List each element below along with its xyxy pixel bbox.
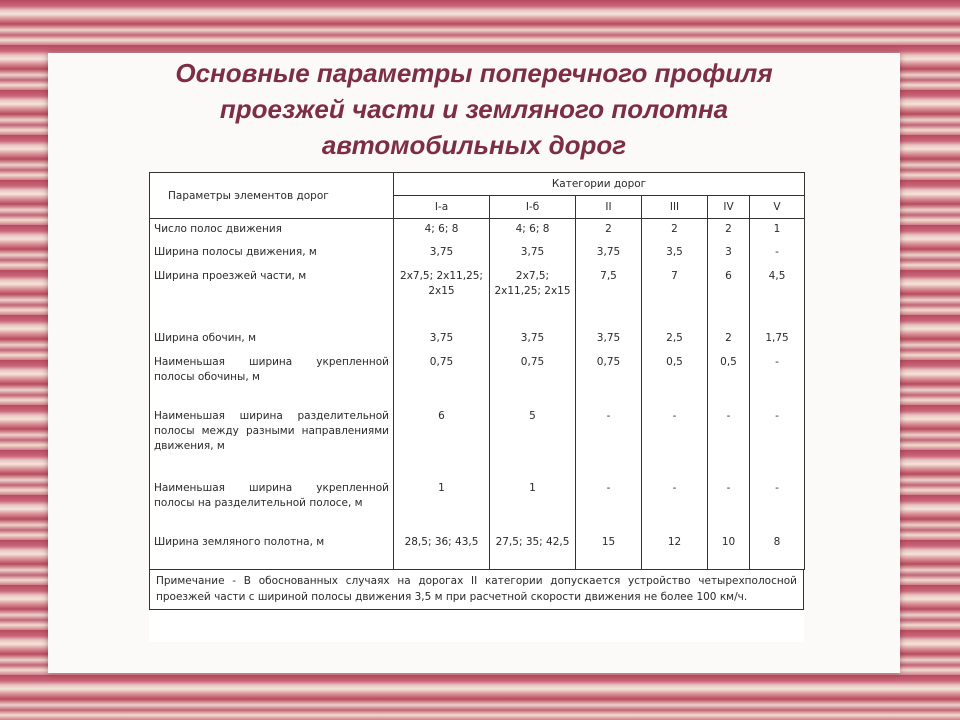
- categories-column-header: Категории дорог: [394, 173, 805, 196]
- row-label: Число полос движения: [150, 219, 394, 242]
- cell-value: 10: [708, 532, 750, 570]
- cell-value: 0,5: [708, 352, 750, 406]
- param-column-header: Параметры элементов дорог: [150, 173, 394, 219]
- cell-value: 7,5: [576, 266, 642, 328]
- cell-value: 2: [642, 219, 708, 242]
- row-label: Ширина обочин, м: [150, 328, 394, 352]
- cell-value: 4; 6; 8: [394, 219, 490, 242]
- row-label: Ширина проезжей части, м: [150, 266, 394, 328]
- cell-value: 3,75: [394, 328, 490, 352]
- table-note: Примечание - В обоснованных случаях на дорогах II категории допускается устройство четырехполосной проезжей части с шириной полосы движения 3,5 м при расчетной скорости движения не более 100 км/ч.: [149, 570, 804, 610]
- table-header-row: [150, 173, 805, 196]
- cell-value: 2: [708, 328, 750, 352]
- table-row: [150, 352, 805, 406]
- cell-value: 2: [708, 219, 750, 242]
- table-row: [150, 328, 805, 352]
- category-header: III: [642, 196, 708, 219]
- cell-value: 5: [490, 406, 576, 478]
- cell-value: 2: [576, 219, 642, 242]
- table-row: [150, 478, 805, 532]
- row-label: Ширина земляного полотна, м: [150, 532, 394, 570]
- cell-value: 0,75: [490, 352, 576, 406]
- cell-value: 27,5; 35; 42,5: [490, 532, 576, 570]
- title-line-3: автомобильных дорог: [321, 130, 627, 160]
- row-label: Наименьшая ширина укрепленной полосы обочины, м: [150, 352, 394, 406]
- cell-value: 3,75: [394, 242, 490, 266]
- table-row: [150, 406, 805, 478]
- cell-value: 12: [642, 532, 708, 570]
- cell-value: -: [642, 406, 708, 478]
- road-parameters-table: [149, 172, 805, 570]
- category-header: IV: [708, 196, 750, 219]
- slide-title: [48, 55, 900, 163]
- category-header: I-б: [490, 196, 576, 219]
- cell-value: 8: [750, 532, 805, 570]
- cell-value: 1: [490, 478, 576, 532]
- cell-value: -: [708, 406, 750, 478]
- cell-value: 4,5: [750, 266, 805, 328]
- table-row: [150, 242, 805, 266]
- row-label: Наименьшая ширина укрепленной полосы на разделительной полосе, м: [150, 478, 394, 532]
- cell-value: 1: [394, 478, 490, 532]
- title-line-2: проезжей части и земляного полотна: [219, 94, 729, 124]
- cell-value: -: [750, 352, 805, 406]
- cell-value: 6: [394, 406, 490, 478]
- row-label: Ширина полосы движения, м: [150, 242, 394, 266]
- cell-value: 0,75: [394, 352, 490, 406]
- cell-value: 1: [750, 219, 805, 242]
- cell-value: 2x7,5; 2x11,25; 2x15: [394, 266, 490, 328]
- cell-value: 2,5: [642, 328, 708, 352]
- road-parameters-table-panel: [149, 172, 804, 642]
- cell-value: 3,75: [576, 242, 642, 266]
- cell-value: 28,5; 36; 43,5: [394, 532, 490, 570]
- slide: [48, 53, 900, 673]
- cell-value: -: [642, 478, 708, 532]
- cell-value: 2x7,5; 2x11,25; 2x15: [490, 266, 576, 328]
- table-row: [150, 219, 805, 242]
- cell-value: -: [576, 406, 642, 478]
- cell-value: 15: [576, 532, 642, 570]
- table-row: [150, 266, 805, 328]
- category-header: V: [750, 196, 805, 219]
- cell-value: 3,75: [490, 242, 576, 266]
- cell-value: 0,75: [576, 352, 642, 406]
- cell-value: 6: [708, 266, 750, 328]
- cell-value: 3,75: [576, 328, 642, 352]
- row-label: Наименьшая ширина разделительной полосы между разными направлениями движения, м: [150, 406, 394, 478]
- cell-value: -: [708, 478, 750, 532]
- category-header: II: [576, 196, 642, 219]
- cell-value: 7: [642, 266, 708, 328]
- cell-value: 3: [708, 242, 750, 266]
- table-row: [150, 532, 805, 570]
- cell-value: 4; 6; 8: [490, 219, 576, 242]
- cell-value: -: [750, 478, 805, 532]
- category-header: I-а: [394, 196, 490, 219]
- cell-value: 3,5: [642, 242, 708, 266]
- title-line-1: Основные параметры поперечного профиля: [175, 58, 773, 88]
- cell-value: 3,75: [490, 328, 576, 352]
- cell-value: 1,75: [750, 328, 805, 352]
- cell-value: -: [576, 478, 642, 532]
- cell-value: 0,5: [642, 352, 708, 406]
- cell-value: -: [750, 406, 805, 478]
- cell-value: -: [750, 242, 805, 266]
